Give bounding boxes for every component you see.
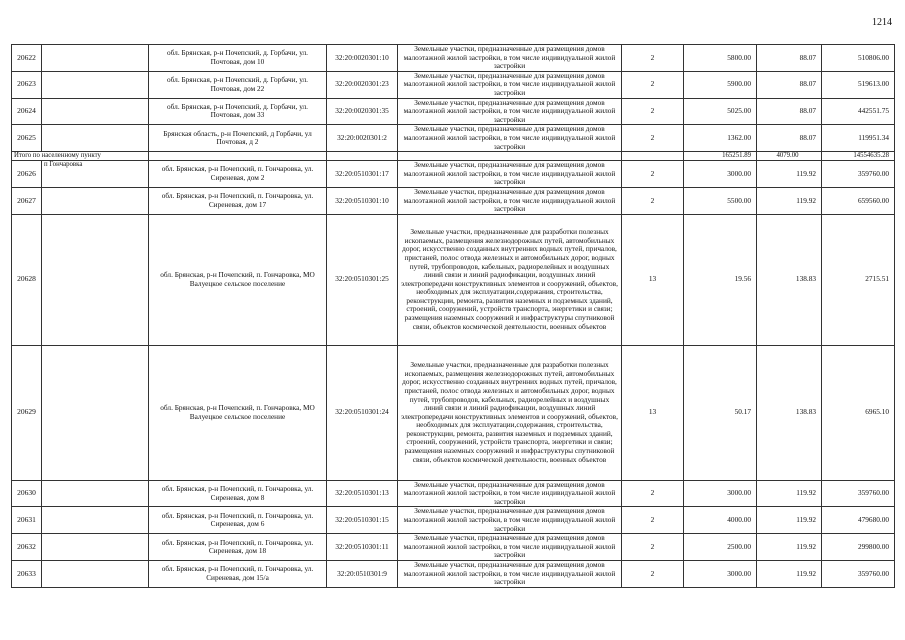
use-code-cell: 2 bbox=[622, 507, 684, 534]
use-code-cell: 2 bbox=[622, 534, 684, 561]
land-use-cell: Земельные участки, предназначенные для размещения домов малоэтажной жилой застройки, в том числе индивидуальной жилой застройки bbox=[398, 98, 622, 125]
area-cell: 5500.00 bbox=[684, 187, 757, 214]
subtotal-empty-cell bbox=[398, 152, 622, 161]
settlement-cell bbox=[42, 71, 149, 98]
row-number: 20622 bbox=[12, 45, 42, 72]
row-number: 20626 bbox=[12, 161, 42, 188]
use-code-cell: 2 bbox=[622, 161, 684, 188]
table-body-top bbox=[12, 45, 895, 152]
specific-value-cell: 119.92 bbox=[757, 507, 822, 534]
area-cell: 5800.00 bbox=[684, 45, 757, 72]
land-use-cell: Земельные участки, предназначенные для размещения домов малоэтажной жилой застройки, в том числе индивидуальной жилой застройки bbox=[398, 45, 622, 72]
land-use-cell: Земельные участки, предназначенные для размещения домов малоэтажной жилой застройки, в том числе индивидуальной жилой застройки bbox=[398, 125, 622, 152]
use-code-cell: 13 bbox=[622, 214, 684, 345]
cadastral-value-cell: 359760.00 bbox=[822, 561, 895, 588]
settlement-cell: п Гончаровка bbox=[42, 161, 149, 188]
subtotal-section bbox=[12, 152, 895, 161]
area-cell: 5900.00 bbox=[684, 71, 757, 98]
table-row bbox=[12, 561, 895, 588]
table-row bbox=[12, 345, 895, 480]
address-cell: обл. Брянская, р-н Почепский, п. Гончаровка, ул. Сиреневая, дом 15/а bbox=[149, 561, 327, 588]
cadastral-number-cell: 32:20:0510301:24 bbox=[327, 345, 398, 480]
cadastral-value-cell: 519613.00 bbox=[822, 71, 895, 98]
specific-value-cell: 88.07 bbox=[757, 45, 822, 72]
address-cell: обл. Брянская, р-н Почепский, д. Горбачи, ул. Почтовая, дом 33 bbox=[149, 98, 327, 125]
use-code-cell: 2 bbox=[622, 561, 684, 588]
address-cell: обл. Брянская, р-н Почепский, п. Гончаровка, ул. Сиреневая, дом 17 bbox=[149, 187, 327, 214]
area-cell: 4000.00 bbox=[684, 507, 757, 534]
table-row bbox=[12, 45, 895, 72]
specific-value-cell: 88.07 bbox=[757, 71, 822, 98]
cadastral-number-cell: 32:20:0020301:23 bbox=[327, 71, 398, 98]
address-cell: обл. Брянская, р-н Почепский, п. Гончаровка, МО Валуецкое сельское поселение bbox=[149, 345, 327, 480]
cadastral-number-cell: 32:20:0510301:25 bbox=[327, 214, 398, 345]
table-row bbox=[12, 161, 895, 188]
row-number: 20633 bbox=[12, 561, 42, 588]
use-code-cell: 2 bbox=[622, 480, 684, 507]
land-use-cell: Земельные участки, предназначенные для размещения домов малоэтажной жилой застройки, в том числе индивидуальной жилой застройки bbox=[398, 71, 622, 98]
specific-value-cell: 138.83 bbox=[757, 345, 822, 480]
use-code-cell: 2 bbox=[622, 125, 684, 152]
cadastral-number-cell: 32:20:0510301:9 bbox=[327, 561, 398, 588]
table-row bbox=[12, 71, 895, 98]
specific-value-cell: 119.92 bbox=[757, 480, 822, 507]
cadastral-number-cell: 32:20:0020301:10 bbox=[327, 45, 398, 72]
row-number: 20624 bbox=[12, 98, 42, 125]
specific-value-cell: 138.83 bbox=[757, 214, 822, 345]
row-number: 20629 bbox=[12, 345, 42, 480]
cadastral-value-cell: 659560.00 bbox=[822, 187, 895, 214]
address-cell: обл. Брянская, р-н Почепский, п. Гончаровка, ул. Сиреневая, дом 2 bbox=[149, 161, 327, 188]
specific-value-cell: 119.92 bbox=[757, 161, 822, 188]
table-row bbox=[12, 98, 895, 125]
cadastral-number-cell: 32:20:0510301:15 bbox=[327, 507, 398, 534]
use-code-cell: 13 bbox=[622, 345, 684, 480]
use-code-cell: 2 bbox=[622, 187, 684, 214]
cadastral-value-cell: 442551.75 bbox=[822, 98, 895, 125]
cadastral-value-cell: 2715.51 bbox=[822, 214, 895, 345]
area-cell: 2500.00 bbox=[684, 534, 757, 561]
address-cell: обл. Брянская, р-н Почепский, д. Горбачи, ул. Почтовая, дом 10 bbox=[149, 45, 327, 72]
settlement-cell bbox=[42, 507, 149, 534]
specific-value-cell: 119.92 bbox=[757, 561, 822, 588]
subtotal-value: 14554635.28 bbox=[822, 152, 895, 161]
area-cell: 3000.00 bbox=[684, 480, 757, 507]
area-cell: 3000.00 bbox=[684, 561, 757, 588]
area-cell: 50.17 bbox=[684, 345, 757, 480]
subtotal-row bbox=[12, 152, 895, 161]
land-use-cell: Земельные участки, предназначенные для размещения домов малоэтажной жилой застройки, в том числе индивидуальной жилой застройки bbox=[398, 561, 622, 588]
settlement-cell bbox=[42, 187, 149, 214]
subtotal-empty-cell bbox=[622, 152, 684, 161]
row-number: 20627 bbox=[12, 187, 42, 214]
settlement-cell bbox=[42, 345, 149, 480]
address-cell: обл. Брянская, р-н Почепский, п. Гончаровка, ул. Сиреневая, дом 18 bbox=[149, 534, 327, 561]
area-cell: 1362.00 bbox=[684, 125, 757, 152]
use-code-cell: 2 bbox=[622, 71, 684, 98]
table-row bbox=[12, 480, 895, 507]
specific-value-cell: 119.92 bbox=[757, 187, 822, 214]
cadastral-value-cell: 510806.00 bbox=[822, 45, 895, 72]
cadastral-number-cell: 32:20:0510301:10 bbox=[327, 187, 398, 214]
table-row bbox=[12, 534, 895, 561]
subtotal-area: 165251.89 bbox=[684, 152, 757, 161]
land-registry-table bbox=[11, 44, 895, 588]
address-cell: Брянская область, р-н Почепский, д Горбачи, ул Почтовая, д 2 bbox=[149, 125, 327, 152]
settlement-cell bbox=[42, 534, 149, 561]
cadastral-number-cell: 32:20:0020301:35 bbox=[327, 98, 398, 125]
subtotal-empty-cell bbox=[327, 152, 398, 161]
cadastral-value-cell: 299800.00 bbox=[822, 534, 895, 561]
cadastral-value-cell: 119951.34 bbox=[822, 125, 895, 152]
address-cell: обл. Брянская, р-н Почепский, п. Гончаровка, ул. Сиреневая, дом 8 bbox=[149, 480, 327, 507]
land-use-cell: Земельные участки, предназначенные для разработки полезных ископаемых, размещения железнодорожных путей, автомобильных дорог, искусственно созданных внутренних водных путей, причалов, пристаней, полос отвода железных и автомобильных дорог, водных путей, трубопроводов, кабельных, радиорелейных и воздушных линий связи и линий радиофикации, воздушных линий электропередачи конструктивных элементов и сооружений, объектов, необходимых для эксплуатации,содержания, строительства, реконструкции, ремонта, развития наземных и подземных зданий, строений, сооружений, устройств транспорта, энергетики и связи; размещения наземных сооружений и инфраструктуры спутниковой связи, объектов космической деятельности, военных объектов bbox=[398, 345, 622, 480]
address-cell: обл. Брянская, р-н Почепский, п. Гончаровка, МО Валуецкое сельское поселение bbox=[149, 214, 327, 345]
table-row bbox=[12, 187, 895, 214]
subtotal-price: 4079.00 bbox=[757, 152, 822, 161]
land-use-cell: Земельные участки, предназначенные для размещения домов малоэтажной жилой застройки, в том числе индивидуальной жилой застройки bbox=[398, 534, 622, 561]
cadastral-value-cell: 479680.00 bbox=[822, 507, 895, 534]
area-cell: 19.56 bbox=[684, 214, 757, 345]
row-number: 20631 bbox=[12, 507, 42, 534]
land-use-cell: Земельные участки, предназначенные для размещения домов малоэтажной жилой застройки, в том числе индивидуальной жилой застройки bbox=[398, 507, 622, 534]
address-cell: обл. Брянская, р-н Почепский, д. Горбачи, ул. Почтовая, дом 22 bbox=[149, 71, 327, 98]
row-number: 20628 bbox=[12, 214, 42, 345]
land-use-cell: Земельные участки, предназначенные для размещения домов малоэтажной жилой застройки, в том числе индивидуальной жилой застройки bbox=[398, 187, 622, 214]
specific-value-cell: 119.92 bbox=[757, 534, 822, 561]
cadastral-number-cell: 32:20:0510301:17 bbox=[327, 161, 398, 188]
cadastral-value-cell: 6965.10 bbox=[822, 345, 895, 480]
land-use-cell: Земельные участки, предназначенные для размещения домов малоэтажной жилой застройки, в том числе индивидуальной жилой застройки bbox=[398, 161, 622, 188]
cadastral-number-cell: 32:20:0020301:2 bbox=[327, 125, 398, 152]
table-row bbox=[12, 125, 895, 152]
row-number: 20632 bbox=[12, 534, 42, 561]
address-cell: обл. Брянская, р-н Почепский, п. Гончаровка, ул. Сиреневая, дом 6 bbox=[149, 507, 327, 534]
subtotal-empty-cell bbox=[149, 152, 327, 161]
settlement-cell bbox=[42, 214, 149, 345]
settlement-cell bbox=[42, 98, 149, 125]
settlement-cell bbox=[42, 480, 149, 507]
cadastral-number-cell: 32:20:0510301:13 bbox=[327, 480, 398, 507]
settlement-cell bbox=[42, 45, 149, 72]
row-number: 20630 bbox=[12, 480, 42, 507]
area-cell: 3000.00 bbox=[684, 161, 757, 188]
row-number: 20625 bbox=[12, 125, 42, 152]
use-code-cell: 2 bbox=[622, 98, 684, 125]
cadastral-value-cell: 359760.00 bbox=[822, 480, 895, 507]
cadastral-value-cell: 359760.00 bbox=[822, 161, 895, 188]
land-use-cell: Земельные участки, предназначенные для разработки полезных ископаемых, размещения железнодорожных путей, автомобильных дорог, искусственно созданных внутренних водных путей, причалов, пристаней, полос отвода железных и автомобильных дорог, водных путей, трубопроводов, кабельных, радиорелейных и воздушных линий связи и линий радиофикации, воздушных линий электропередачи конструктивных элементов и сооружений, объектов, необходимых для эксплуатации,содержания, строительства, реконструкции, ремонта, развития наземных и подземных зданий, строений, сооружений, устройств транспорта, энергетики и связи; размещения наземных сооружений и инфраструктуры спутниковой связи, объектов космической деятельности, военных объектов bbox=[398, 214, 622, 345]
cadastral-number-cell: 32:20:0510301:11 bbox=[327, 534, 398, 561]
land-use-cell: Земельные участки, предназначенные для размещения домов малоэтажной жилой застройки, в том числе индивидуальной жилой застройки bbox=[398, 480, 622, 507]
use-code-cell: 2 bbox=[622, 45, 684, 72]
table-body-bottom bbox=[12, 161, 895, 588]
page-number: 1214 bbox=[872, 17, 892, 28]
table-row bbox=[12, 214, 895, 345]
settlement-cell bbox=[42, 561, 149, 588]
table-row bbox=[12, 507, 895, 534]
row-number: 20623 bbox=[12, 71, 42, 98]
specific-value-cell: 88.07 bbox=[757, 98, 822, 125]
subtotal-label: Итого по населенному пункту bbox=[12, 152, 149, 161]
specific-value-cell: 88.07 bbox=[757, 125, 822, 152]
area-cell: 5025.00 bbox=[684, 98, 757, 125]
settlement-cell bbox=[42, 125, 149, 152]
